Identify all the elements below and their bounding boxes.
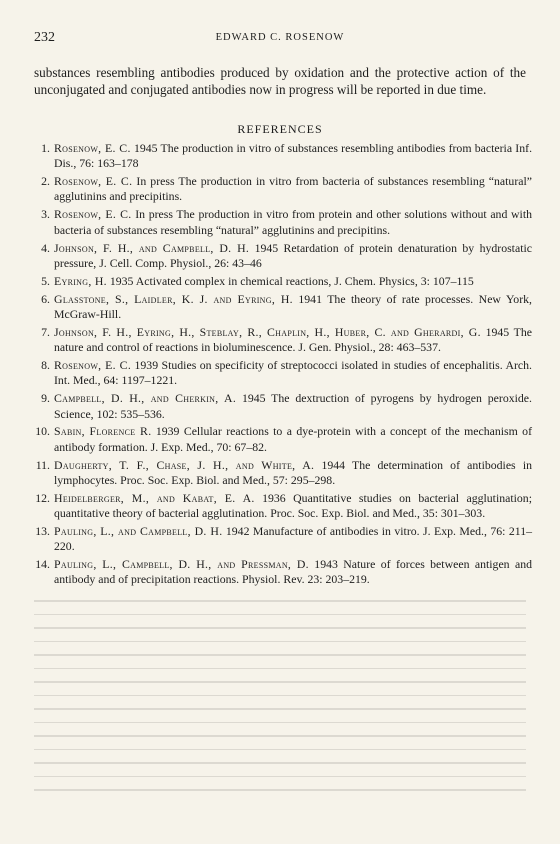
reference-text: 1935 Activated complex in chemical reactions, J. Chem. Physics, 3: 107–115: [106, 273, 474, 288]
reference-item: [34, 391, 532, 422]
reference-number: 7.: [41, 324, 50, 339]
references-heading: REFERENCES: [237, 122, 323, 136]
reference-authors: Rosenow, E. C.: [54, 207, 132, 222]
reference-authors: Eyring, H.: [54, 273, 107, 288]
reference-text: 1944 The determination of antibodies in lymphocytes. Proc. Soc. Exp. Biol. and Med., 57: 295–298.: [54, 457, 532, 487]
reference-item: [34, 241, 532, 272]
reference-item: [34, 424, 532, 455]
reference-number: 12.: [35, 490, 50, 505]
reference-text: In press The production in vitro from protein and other solutions without and with bacteria of substances resembling “natural” agglutinins and precipitins.: [54, 207, 532, 237]
reference-authors: Pauling, L., and Campbell, D. H.: [54, 523, 223, 538]
reference-authors: Glasstone, S., Laidler, K. J. and Eyring, H.: [54, 291, 293, 306]
reference-text: 1939 Studies on specificity of streptococci isolated in studies of encephalitis. Arch. Int. Med., 64: 1197–1221.: [54, 358, 532, 388]
reference-item: [34, 524, 532, 555]
reference-number: 4.: [41, 240, 50, 255]
reference-number: 11.: [35, 457, 50, 472]
reference-item: [34, 174, 532, 205]
reference-number: 5.: [41, 273, 50, 288]
reference-item: [34, 557, 532, 588]
reference-number: 8.: [41, 358, 50, 373]
reference-item: [34, 274, 532, 289]
reference-authors: Pauling, L., Campbell, D. H., and Pressman, D.: [54, 557, 309, 572]
reference-text: 1941 The theory of rate processes. New York, McGraw-Hill.: [54, 291, 532, 321]
reference-text: 1942 Manufacture of antibodies in vitro. J. Exp. Med., 76: 211–220.: [54, 523, 533, 554]
reference-text: 1936 Quantitative studies on bacterial agglutination; quantitative theory of bacterial agglutination. Proc. Soc. Exp. Biol. and Med., 35: 301–303.: [54, 490, 532, 521]
reference-number: 9.: [41, 391, 50, 406]
reference-authors: Sabin, Florence R.: [54, 424, 152, 439]
reference-number: 10.: [35, 424, 50, 439]
reference-item: [34, 325, 532, 356]
reference-number: 13.: [35, 523, 50, 538]
page-header: [34, 30, 526, 48]
running-head: EDWARD C. ROSENOW: [215, 32, 345, 43]
reference-authors: Johnson, F. H., Eyring, H., Steblay, R., Chaplin, H., Huber, C. and Gherardi, G.: [54, 324, 481, 339]
reference-text: 1939 Cellular reactions to a dye-protein with a concept of the mechanism of antibody formation. J. Exp. Med., 70: 67–82.: [54, 424, 532, 454]
reference-number: 3.: [41, 207, 50, 222]
reference-text: 1945 The dextruction of pyrogens by hydrogen peroxide. Science, 102: 535–536.: [54, 391, 532, 421]
reference-text: In press The production in vitro from bacteria of substances resembling “natural” agglutinins and precipitins.: [54, 174, 533, 204]
reference-authors: Johnson, F. H., and Campbell, D. H.: [54, 240, 250, 255]
reference-authors: Campbell, D. H., and Cherkin, A.: [54, 391, 237, 406]
reference-authors: Rosenow, E. C.: [54, 174, 133, 189]
show-through-text: [34, 600, 526, 820]
reference-authors: Heidelberger, M., and Kabat, E. A.: [54, 490, 255, 505]
reference-number: 6.: [41, 291, 50, 306]
continued-paragraph: substances resembling antibodies produced by oxidation and the protective action of the unconjugated and conjugated antibodies now in progress will be reported in due time.: [34, 65, 526, 97]
reference-authors: Rosenow, E. C.: [54, 358, 132, 373]
reference-authors: Daugherty, T. F., Chase, J. H., and White, A.: [54, 457, 315, 472]
reference-number: 1.: [41, 141, 50, 155]
page-number: 232: [34, 30, 55, 45]
reference-item: [34, 358, 532, 389]
reference-text: 1945 The production in vitro of substances resembling antibodies from bacteria Inf. Dis., 76: 163–178: [54, 141, 533, 171]
reference-text: 1943 Nature of forces between antigen and antibody and of precipitation reactions. Physiol. Rev. 23: 203–219.: [54, 557, 532, 587]
reference-number: 14.: [35, 557, 50, 572]
reference-item: [34, 141, 532, 172]
reference-list: [34, 141, 532, 590]
reference-item: [34, 458, 532, 489]
reference-text: 1945 Retardation of protein denaturation by hydrostatic pressure, J. Cell. Comp. Physiol., 26: 43–46: [54, 240, 532, 270]
reference-authors: Rosenow, E. C.: [54, 141, 131, 155]
reference-item: [34, 207, 532, 238]
reference-text: 1945 The nature and control of reactions in bioluminescence. J. Gen. Physiol., 28: 463–537.: [54, 324, 532, 355]
reference-number: 2.: [41, 174, 50, 189]
reference-item: [34, 491, 532, 522]
reference-item: [34, 292, 532, 323]
